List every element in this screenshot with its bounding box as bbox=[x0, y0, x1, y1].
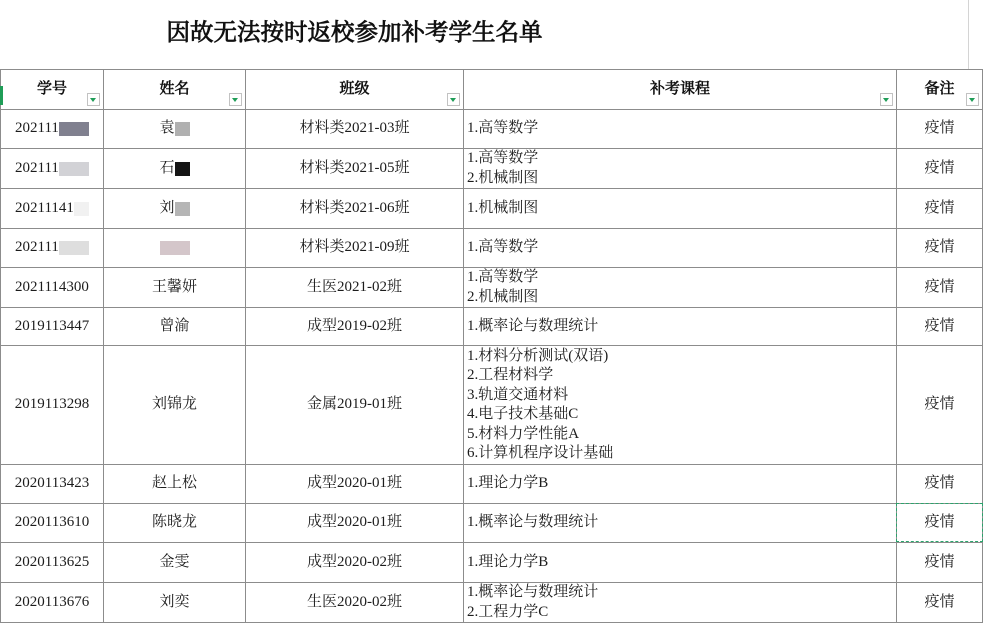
row-selection-indicator bbox=[0, 86, 3, 105]
note-text: 疫情 bbox=[924, 120, 955, 137]
redaction-mask bbox=[175, 162, 190, 176]
class-cell[interactable] bbox=[246, 110, 464, 149]
student-id-cell[interactable] bbox=[1, 268, 104, 308]
student-name: 石 bbox=[159, 159, 175, 176]
filter-dropdown-button[interactable] bbox=[966, 93, 979, 106]
course-item: 1.高等数学 bbox=[467, 269, 539, 285]
note-cell[interactable] bbox=[897, 543, 983, 583]
student-name: 袁 bbox=[159, 120, 175, 137]
class-cell[interactable] bbox=[246, 308, 464, 346]
student-name: 金雯 bbox=[159, 553, 190, 570]
dropdown-arrow-icon bbox=[90, 98, 96, 102]
note-text: 疫情 bbox=[924, 553, 955, 570]
name-cell[interactable] bbox=[104, 504, 246, 543]
course-list bbox=[467, 553, 548, 573]
courses-cell[interactable] bbox=[464, 149, 897, 189]
class-name: 材料类2021-06班 bbox=[299, 199, 410, 216]
filter-dropdown-button[interactable] bbox=[229, 93, 242, 106]
class-name: 材料类2021-09班 bbox=[299, 239, 410, 256]
student-name: 刘奕 bbox=[159, 593, 190, 610]
column-header-label: 补考课程 bbox=[649, 80, 710, 97]
courses-cell[interactable] bbox=[464, 308, 897, 346]
class-name: 成型2020-01班 bbox=[307, 475, 402, 492]
course-item: 2.机械制图 bbox=[467, 169, 539, 186]
column-header-student-id[interactable] bbox=[1, 70, 104, 110]
table-row bbox=[1, 504, 983, 543]
note-cell[interactable] bbox=[897, 110, 983, 149]
title-cell[interactable] bbox=[0, 0, 968, 69]
class-name: 成型2020-02班 bbox=[307, 553, 402, 570]
student-id: 202111 bbox=[15, 239, 59, 256]
redaction-mask bbox=[59, 241, 89, 255]
table-row bbox=[1, 110, 983, 149]
class-name: 生医2020-02班 bbox=[307, 593, 402, 610]
redaction-mask bbox=[74, 202, 89, 216]
course-list bbox=[467, 474, 548, 494]
student-id: 2020113423 bbox=[14, 475, 90, 492]
student-id-cell[interactable] bbox=[1, 149, 104, 189]
note-cell[interactable] bbox=[897, 504, 983, 543]
table-row bbox=[1, 543, 983, 583]
column-header-courses[interactable] bbox=[464, 70, 897, 110]
name-cell[interactable] bbox=[104, 346, 246, 465]
student-id: 2021114300 bbox=[15, 278, 89, 295]
class-cell[interactable] bbox=[246, 229, 464, 268]
student-name: 刘锦龙 bbox=[151, 396, 197, 413]
column-gridline bbox=[968, 0, 969, 69]
class-name: 金属2019-01班 bbox=[307, 396, 402, 413]
note-text: 疫情 bbox=[924, 239, 955, 256]
student-id: 2020113610 bbox=[14, 514, 90, 531]
course-item: 1.高等数学 bbox=[467, 150, 539, 166]
student-id-cell[interactable] bbox=[1, 110, 104, 149]
note-text: 疫情 bbox=[924, 159, 955, 176]
table-row bbox=[1, 229, 983, 268]
course-item: 2.机械制图 bbox=[467, 288, 539, 305]
column-header-label: 备注 bbox=[924, 80, 955, 97]
student-name: 陈晓龙 bbox=[151, 514, 197, 531]
table-row bbox=[1, 583, 983, 623]
course-list bbox=[467, 268, 538, 307]
student-id: 2020113625 bbox=[14, 553, 90, 570]
courses-cell[interactable] bbox=[464, 189, 897, 229]
course-item: 1.概率论与数理统计 bbox=[467, 514, 599, 531]
note-cell[interactable] bbox=[897, 583, 983, 623]
note-cell[interactable] bbox=[897, 268, 983, 308]
course-list bbox=[467, 347, 613, 464]
course-list bbox=[467, 317, 598, 337]
name-cell[interactable] bbox=[104, 149, 246, 189]
class-cell[interactable] bbox=[246, 189, 464, 229]
redaction-mask bbox=[175, 202, 190, 216]
class-cell[interactable] bbox=[246, 583, 464, 623]
student-id-cell[interactable] bbox=[1, 346, 104, 465]
course-item: 2.工程材料学 bbox=[467, 367, 554, 383]
class-cell[interactable] bbox=[246, 346, 464, 465]
course-item: 1.材料分析测试(双语) bbox=[467, 347, 609, 364]
note-text: 疫情 bbox=[924, 593, 955, 610]
student-id: 2020113676 bbox=[14, 593, 90, 610]
note-cell[interactable] bbox=[897, 308, 983, 346]
course-item: 2.工程力学C bbox=[467, 603, 549, 620]
note-text: 疫情 bbox=[924, 199, 955, 216]
note-cell[interactable] bbox=[897, 346, 983, 465]
course-item: 1.概率论与数理统计 bbox=[467, 584, 599, 600]
name-cell[interactable] bbox=[104, 583, 246, 623]
note-text: 疫情 bbox=[924, 396, 955, 413]
filter-dropdown-button[interactable] bbox=[87, 93, 100, 106]
student-id-cell[interactable] bbox=[1, 543, 104, 583]
course-item: 1.理论力学B bbox=[467, 553, 549, 570]
class-name: 成型2019-02班 bbox=[307, 317, 402, 334]
class-name: 生医2021-02班 bbox=[307, 278, 402, 295]
column-header-label: 姓名 bbox=[159, 80, 190, 97]
courses-cell[interactable] bbox=[464, 110, 897, 149]
student-id-cell[interactable] bbox=[1, 583, 104, 623]
note-cell[interactable] bbox=[897, 229, 983, 268]
table-row bbox=[1, 465, 983, 504]
note-cell[interactable] bbox=[897, 189, 983, 229]
name-cell[interactable] bbox=[104, 229, 246, 268]
courses-cell[interactable] bbox=[464, 465, 897, 504]
table-row bbox=[1, 308, 983, 346]
class-cell[interactable] bbox=[246, 465, 464, 504]
course-list bbox=[467, 149, 538, 188]
course-list bbox=[467, 119, 538, 139]
course-list bbox=[467, 199, 538, 219]
course-list bbox=[467, 238, 538, 258]
name-cell[interactable] bbox=[104, 110, 246, 149]
note-text: 疫情 bbox=[924, 475, 955, 492]
table-row bbox=[1, 268, 983, 308]
dropdown-arrow-icon bbox=[883, 98, 889, 102]
redaction-mask bbox=[59, 162, 89, 176]
student-name: 赵上松 bbox=[151, 475, 197, 492]
class-cell[interactable] bbox=[246, 268, 464, 308]
dropdown-arrow-icon bbox=[969, 98, 975, 102]
student-id-cell[interactable] bbox=[1, 504, 104, 543]
student-name: 王馨妍 bbox=[151, 278, 197, 295]
name-cell[interactable] bbox=[104, 543, 246, 583]
note-text: 疫情 bbox=[924, 278, 955, 295]
column-header-class[interactable] bbox=[246, 70, 464, 110]
filter-dropdown-button[interactable] bbox=[447, 93, 460, 106]
table-row bbox=[1, 189, 983, 229]
course-list bbox=[467, 513, 598, 533]
table-row bbox=[1, 346, 983, 465]
student-id: 2019113447 bbox=[14, 317, 90, 334]
course-item: 5.材料力学性能A bbox=[467, 425, 580, 442]
column-header-label: 学号 bbox=[36, 80, 67, 97]
column-header-label: 班级 bbox=[339, 80, 370, 97]
course-item: 4.电子技术基础C bbox=[467, 406, 579, 422]
note-cell[interactable] bbox=[897, 149, 983, 189]
header-row bbox=[1, 70, 983, 110]
courses-cell[interactable] bbox=[464, 346, 897, 465]
course-list bbox=[467, 583, 598, 622]
filter-dropdown-button[interactable] bbox=[880, 93, 893, 106]
class-cell[interactable] bbox=[246, 149, 464, 189]
redaction-mask bbox=[59, 122, 89, 136]
name-cell[interactable] bbox=[104, 268, 246, 308]
course-item: 1.理论力学B bbox=[467, 475, 549, 492]
student-id-cell[interactable] bbox=[1, 189, 104, 229]
redaction-mask bbox=[160, 241, 190, 255]
column-header-note[interactable] bbox=[897, 70, 983, 110]
note-cell[interactable] bbox=[897, 465, 983, 504]
student-id-cell[interactable] bbox=[1, 465, 104, 504]
course-item: 1.高等数学 bbox=[467, 239, 539, 256]
name-cell[interactable] bbox=[104, 189, 246, 229]
sheet-title: 因故无法按时返校参加补考学生名单 bbox=[166, 20, 543, 46]
dropdown-arrow-icon bbox=[450, 98, 456, 102]
name-cell[interactable] bbox=[104, 465, 246, 504]
student-id: 2019113298 bbox=[14, 396, 90, 413]
class-cell[interactable] bbox=[246, 504, 464, 543]
student-name: 曾渝 bbox=[159, 317, 190, 334]
student-id-cell[interactable] bbox=[1, 308, 104, 346]
course-item: 3.轨道交通材料 bbox=[467, 386, 569, 403]
course-item: 6.计算机程序设计基础 bbox=[467, 445, 614, 461]
courses-cell[interactable] bbox=[464, 229, 897, 268]
name-cell[interactable] bbox=[104, 308, 246, 346]
course-item: 1.概率论与数理统计 bbox=[467, 317, 599, 334]
class-name: 材料类2021-03班 bbox=[299, 120, 410, 137]
student-id-cell[interactable] bbox=[1, 229, 104, 268]
note-text: 疫情 bbox=[924, 514, 955, 531]
course-item: 1.高等数学 bbox=[467, 120, 539, 137]
student-id: 202111 bbox=[15, 159, 59, 176]
table-row bbox=[1, 149, 983, 189]
class-name: 材料类2021-05班 bbox=[299, 159, 410, 176]
course-item: 1.机械制图 bbox=[467, 199, 539, 216]
dropdown-arrow-icon bbox=[232, 98, 238, 102]
redaction-mask bbox=[175, 122, 190, 136]
class-name: 成型2020-01班 bbox=[307, 514, 402, 531]
student-name: 刘 bbox=[159, 199, 175, 216]
courses-cell[interactable] bbox=[464, 583, 897, 623]
column-header-name[interactable] bbox=[104, 70, 246, 110]
note-text: 疫情 bbox=[924, 317, 955, 334]
courses-cell[interactable] bbox=[464, 268, 897, 308]
student-id: 202111 bbox=[15, 120, 59, 137]
courses-cell[interactable] bbox=[464, 543, 897, 583]
courses-cell[interactable] bbox=[464, 504, 897, 543]
class-cell[interactable] bbox=[246, 543, 464, 583]
student-table bbox=[0, 69, 983, 623]
student-id: 20211141 bbox=[15, 199, 74, 216]
